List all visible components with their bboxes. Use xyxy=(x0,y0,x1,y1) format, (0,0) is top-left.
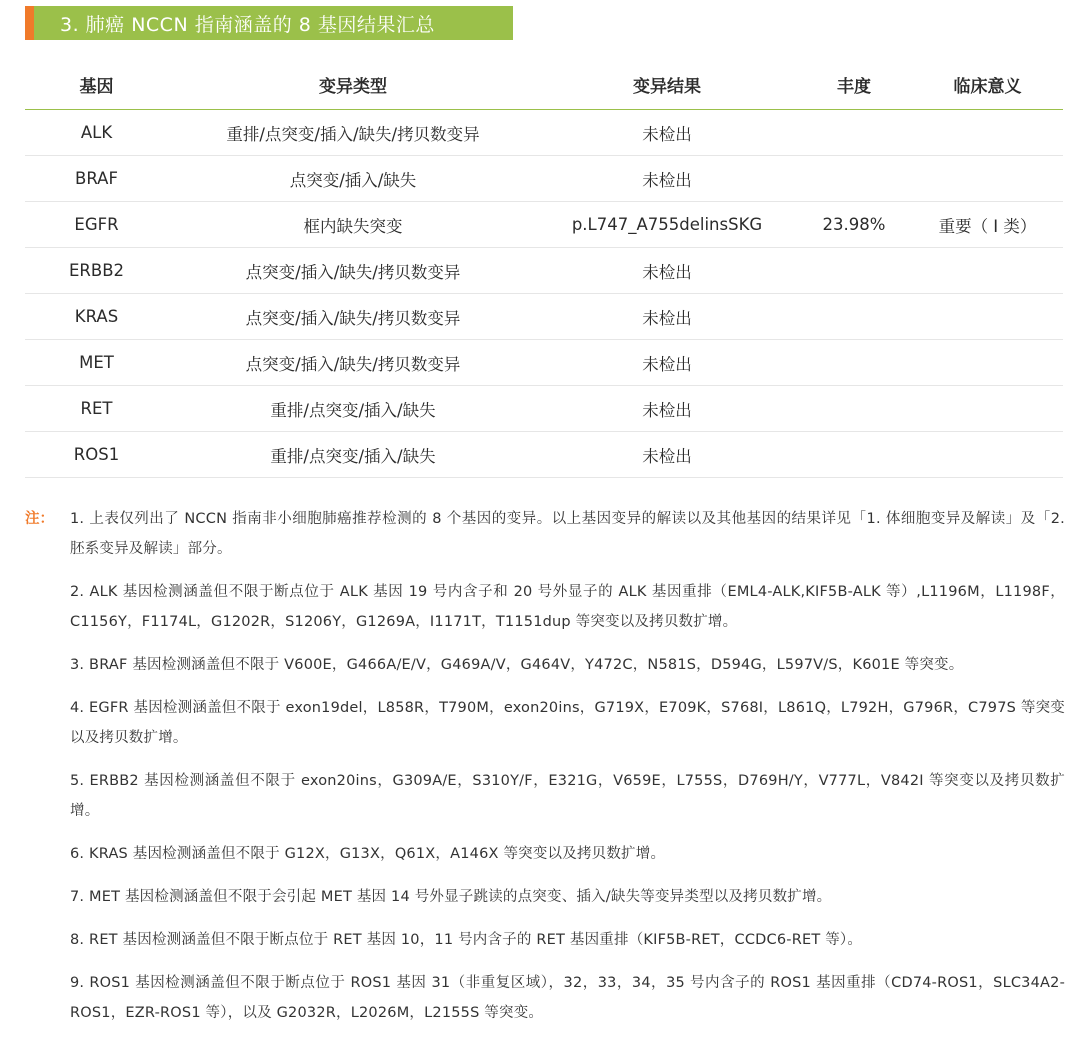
cell-gene: MET xyxy=(25,340,168,386)
cell-gene: BRAF xyxy=(25,156,168,202)
cell-mutation-type: 重排/点突变/插入/缺失 xyxy=(168,386,538,432)
table-row xyxy=(25,248,1063,294)
cell-abundance xyxy=(796,340,912,386)
cell-gene: ROS1 xyxy=(25,432,168,478)
note-item-5: 5. ERBB2 基因检测涵盖但不限于 exon20ins，G309A/E，S310Y/F，E321G，V659E，L755S，D769H/Y，V777L，V842I 等突变以及拷贝数扩增。 xyxy=(70,773,1065,819)
note-item-2: 2. ALK 基因检测涵盖但不限于断点位于 ALK 基因 19 号内含子和 20 号外显子的 ALK 基因重排（EML4-ALK,KIF5B-ALK 等）,L1196M，L1198F，C1156Y，F1174L，G1202R，S1206Y，G1269A，I1171T，T1151dup 等突变以及拷贝数扩增。 xyxy=(70,584,1065,630)
header-result: 变异结果 xyxy=(538,60,796,110)
cell-result: 未检出 xyxy=(538,386,796,432)
cell-gene: ERBB2 xyxy=(25,248,168,294)
cell-mutation-type: 点突变/插入/缺失/拷贝数变异 xyxy=(168,294,538,340)
cell-mutation-type: 重排/点突变/插入/缺失 xyxy=(168,432,538,478)
gene-results-table xyxy=(25,60,1063,478)
header-significance: 临床意义 xyxy=(912,60,1063,110)
table-row xyxy=(25,386,1063,432)
header-gene: 基因 xyxy=(25,60,168,110)
table-row xyxy=(25,202,1063,248)
cell-result: p.L747_A755delinsSKG xyxy=(538,202,796,248)
cell-mutation-type: 点突变/插入/缺失 xyxy=(168,156,538,202)
section-header xyxy=(25,6,513,40)
cell-gene: KRAS xyxy=(25,294,168,340)
cell-significance xyxy=(912,248,1063,294)
cell-result: 未检出 xyxy=(538,156,796,202)
cell-mutation-type: 重排/点突变/插入/缺失/拷贝数变异 xyxy=(168,110,538,156)
cell-abundance xyxy=(796,248,912,294)
note-item-3: 3. BRAF 基因检测涵盖但不限于 V600E，G466A/E/V，G469A/V，G464V，Y472C，N581S，D594G，L597V/S，K601E 等突变。 xyxy=(70,657,964,673)
cell-result: 未检出 xyxy=(538,340,796,386)
table-row xyxy=(25,432,1063,478)
cell-significance: 重要（ I 类） xyxy=(912,202,1063,248)
table-row xyxy=(25,110,1063,156)
header-mutation-type: 变异类型 xyxy=(168,60,538,110)
cell-significance xyxy=(912,156,1063,202)
note-item-4: 4. EGFR 基因检测涵盖但不限于 exon19del，L858R，T790M，exon20ins，G719X，E709K，S768I，L861Q，L792H，G796R，C797S 等突变以及拷贝数扩增。 xyxy=(70,700,1065,746)
cell-significance xyxy=(912,432,1063,478)
note-item-6: 6. KRAS 基因检测涵盖但不限于 G12X，G13X，Q61X，A146X 等突变以及拷贝数扩增。 xyxy=(70,846,666,862)
cell-abundance xyxy=(796,110,912,156)
section-accent-bar xyxy=(25,6,34,40)
cell-mutation-type: 点突变/插入/缺失/拷贝数变异 xyxy=(168,340,538,386)
cell-abundance xyxy=(796,294,912,340)
cell-significance xyxy=(912,294,1063,340)
cell-gene: ALK xyxy=(25,110,168,156)
section-title: 3. 肺癌 NCCN 指南涵盖的 8 基因结果汇总 xyxy=(60,13,435,36)
table-header-row xyxy=(25,60,1063,110)
header-abundance: 丰度 xyxy=(796,60,912,110)
cell-result: 未检出 xyxy=(538,294,796,340)
cell-result: 未检出 xyxy=(538,432,796,478)
cell-abundance xyxy=(796,156,912,202)
table-row xyxy=(25,156,1063,202)
notes-section xyxy=(25,504,1065,1041)
note-item-7: 7. MET 基因检测涵盖但不限于会引起 MET 基因 14 号外显子跳读的点突变、插入/缺失等变异类型以及拷贝数扩增。 xyxy=(70,889,832,905)
cell-mutation-type: 框内缺失突变 xyxy=(168,202,538,248)
cell-significance xyxy=(912,386,1063,432)
cell-significance xyxy=(912,110,1063,156)
cell-abundance xyxy=(796,386,912,432)
notes-label: 注： xyxy=(25,511,54,527)
note-item-1: 1. 上表仅列出了 NCCN 指南非小细胞肺癌推荐检测的 8 个基因的变异。以上基因变异的解读以及其他基因的结果详见「1. 体细胞变异及解读」及「2. 胚系变异及解读」部分。 xyxy=(70,511,1065,557)
cell-result: 未检出 xyxy=(538,248,796,294)
table-row xyxy=(25,340,1063,386)
note-item-9: 9. ROS1 基因检测涵盖但不限于断点位于 ROS1 基因 31（非重复区域），32，33，34，35 号内含子的 ROS1 基因重排（CD74-ROS1，SLC34A2-ROS1，EZR-ROS1 等），以及 G2032R，L2026M，L2155S 等突变。 xyxy=(70,975,1065,1021)
cell-abundance: 23.98% xyxy=(796,202,912,248)
cell-gene: RET xyxy=(25,386,168,432)
cell-abundance xyxy=(796,432,912,478)
cell-gene: EGFR xyxy=(25,202,168,248)
cell-mutation-type: 点突变/插入/缺失/拷贝数变异 xyxy=(168,248,538,294)
note-item-8: 8. RET 基因检测涵盖但不限于断点位于 RET 基因 10，11 号内含子的 RET 基因重排（KIF5B-RET，CCDC6-RET 等）。 xyxy=(70,932,863,948)
cell-result: 未检出 xyxy=(538,110,796,156)
cell-significance xyxy=(912,340,1063,386)
table-row xyxy=(25,294,1063,340)
